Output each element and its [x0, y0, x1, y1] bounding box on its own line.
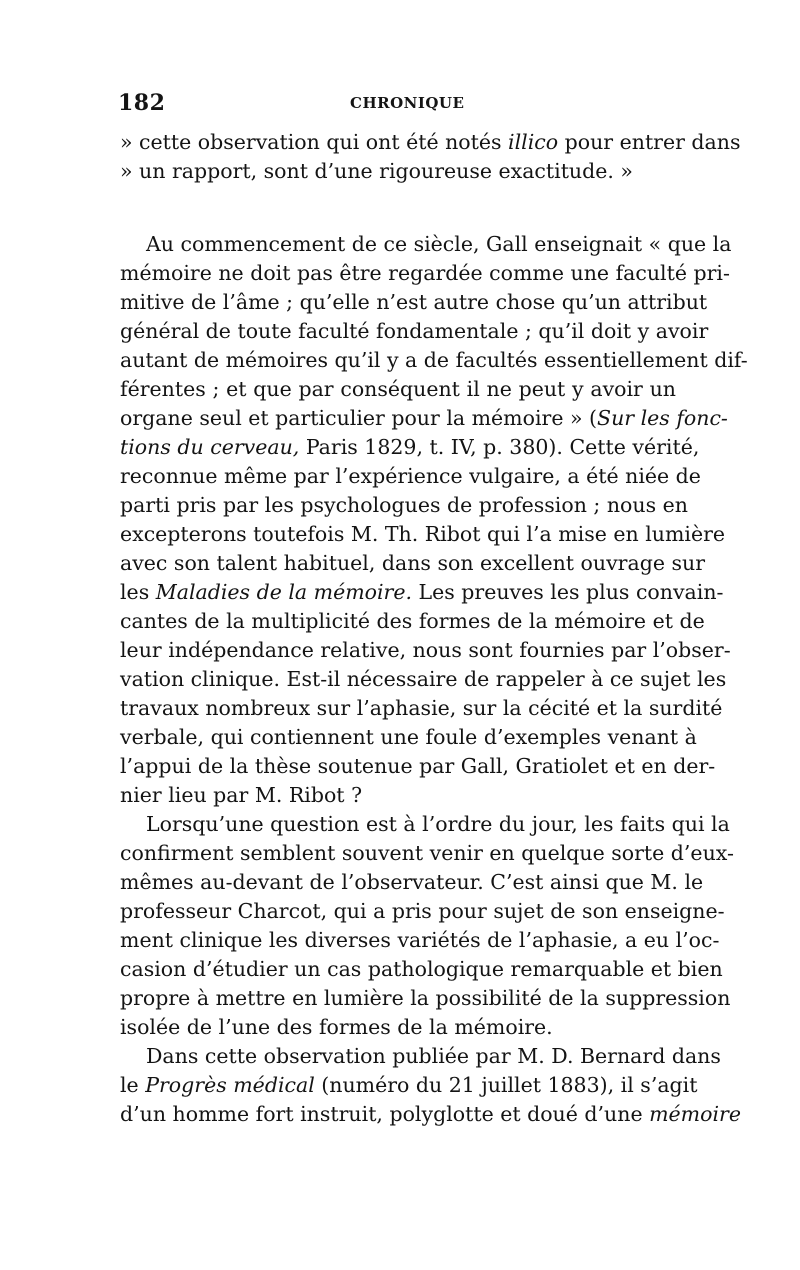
text-line [120, 128, 741, 157]
text-segment: excepterons toutefois M. Th. Ribot qui l’a mise en lumière [120, 522, 726, 546]
text-segment: vation clinique. Est-il nécessaire de rappeler à ce sujet les [120, 667, 727, 691]
paragraph-start-line [120, 230, 732, 259]
text-line [120, 694, 723, 723]
text-segment: reconnue même par l’expérience vulgaire, a été niée de [120, 464, 701, 488]
text-segment: férentes ; et que par conséquent il ne peut y avoir un [120, 377, 676, 401]
text-segment: (numéro du 21 juillet 1883), il s’agit [314, 1073, 698, 1097]
paragraph-start-line [120, 1042, 721, 1071]
text-segment: mêmes au-devant de l’observateur. C’est ainsi que M. le [120, 870, 704, 894]
text-segment: le [120, 1073, 146, 1097]
text-line [120, 984, 731, 1013]
text-segment: organe seul et particulier pour la mémoire » ( [120, 406, 598, 430]
italic-segment: Sur les fonc- [597, 406, 728, 430]
italic-segment: mémoire [649, 1102, 741, 1126]
text-line [120, 723, 697, 752]
text-segment: casion d’étudier un cas pathologique remarquable et bien [120, 957, 723, 981]
text-segment: leur indépendance relative, nous sont fournies par l’obser- [120, 638, 731, 662]
text-segment: Au commencement de ce siècle, Gall enseignait « que la [146, 232, 732, 256]
text-line [120, 1100, 741, 1129]
text-segment: verbale, qui contiennent une foule d’exemples venant à [120, 725, 697, 749]
text-segment: professeur Charcot, qui a pris pour sujet de son enseigne- [120, 899, 725, 923]
text-segment: ment clinique les diverses variétés de l’aphasie, a eu l’oc- [120, 928, 720, 952]
text-line [120, 868, 704, 897]
text-line [120, 288, 708, 317]
text-segment: mémoire ne doit pas être regardée comme une faculté pri- [120, 261, 730, 285]
text-line [120, 897, 725, 926]
text-line [120, 346, 748, 375]
text-line [120, 665, 727, 694]
text-line [120, 157, 676, 186]
text-segment: parti pris par les psychologues de profession ; nous en [120, 493, 688, 517]
text-segment: travaux nombreux sur l’aphasie, sur la cécité et la surdité [120, 696, 723, 720]
running-title: CHRONIQUE [350, 94, 465, 112]
text-line [120, 607, 705, 636]
text-line [120, 839, 734, 868]
text-segment: l’appui de la thèse soutenue par Gall, Gratiolet et en der- [120, 754, 716, 778]
text-segment: » un rapport, sont d’une rigoureuse exactitude. » [120, 159, 633, 183]
text-line [120, 781, 676, 810]
italic-segment: tions du cerveau, [120, 435, 300, 459]
text-segment: général de toute faculté fondamentale ; qu’il doit y avoir [120, 319, 709, 343]
running-head [118, 90, 678, 120]
text-segment: pour entrer dans [558, 130, 741, 154]
text-line [120, 259, 730, 288]
text-line [120, 1013, 676, 1042]
italic-segment: Maladies de la mémoire. [155, 580, 412, 604]
text-line [120, 433, 700, 462]
text-segment: les [120, 580, 156, 604]
page-number: 182 [118, 90, 166, 116]
text-line [120, 462, 701, 491]
italic-segment: Progrès médical [145, 1073, 315, 1097]
text-segment: cantes de la multiplicité des formes de la mémoire et de [120, 609, 705, 633]
text-line [120, 578, 724, 607]
text-segment: propre à mettre en lumière la possibilité de la suppression [120, 986, 731, 1010]
text-segment: » cette observation qui ont été notés [120, 130, 509, 154]
text-segment: nier lieu par M. Ribot ? [120, 783, 363, 807]
text-line [120, 1071, 698, 1100]
text-segment: Dans cette observation publiée par M. D. Bernard dans [146, 1044, 721, 1068]
text-line [120, 955, 723, 984]
text-segment: Les preuves les plus convain- [412, 580, 724, 604]
text-line [120, 520, 726, 549]
text-line [120, 317, 709, 346]
text-line [120, 549, 706, 578]
text-line [120, 375, 676, 404]
text-line [120, 404, 728, 433]
text-segment: d’un homme fort instruit, polyglotte et doué d’une [120, 1102, 650, 1126]
text-line [120, 752, 716, 781]
text-segment: Paris 1829, t. IV, p. 380). Cette vérité, [299, 435, 700, 459]
text-segment: Lorsqu’une question est à l’ordre du jour, les faits qui la [146, 812, 730, 836]
text-line [120, 491, 688, 520]
text-segment: mitive de l’âme ; qu’elle n’est autre chose qu’un attribut [120, 290, 708, 314]
text-segment: confirment semblent souvent venir en quelque sorte d’eux- [120, 841, 734, 865]
text-segment: isolée de l’une des formes de la mémoire. [120, 1015, 553, 1039]
text-segment: avec son talent habituel, dans son excellent ouvrage sur [120, 551, 706, 575]
text-line [120, 926, 720, 955]
body-text [120, 128, 748, 1129]
text-line [120, 636, 731, 665]
text-segment: autant de mémoires qu’il y a de facultés essentiellement dif- [120, 348, 748, 372]
italic-segment: illico [508, 130, 559, 154]
paragraph-start-line [120, 810, 730, 839]
